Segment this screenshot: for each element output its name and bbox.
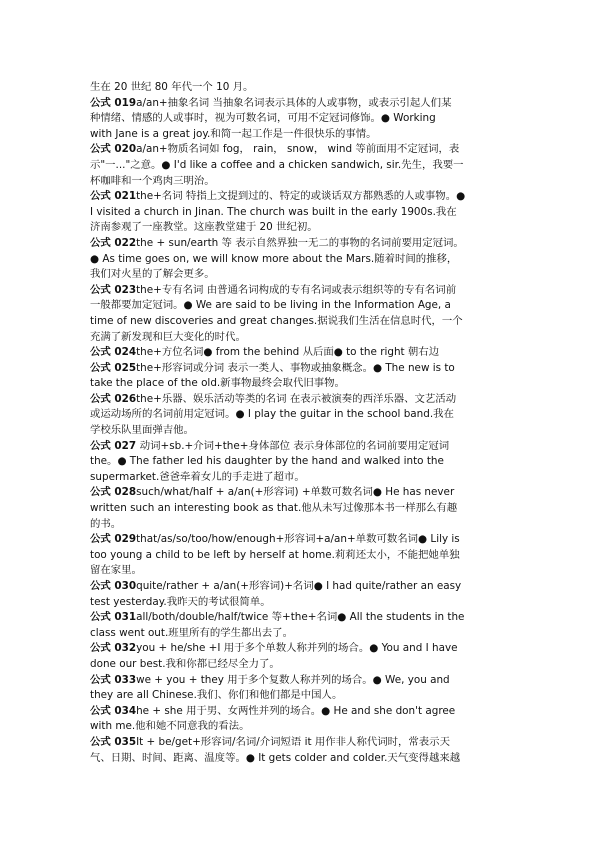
line-text: a/an+抽象名词 当抽象名词表示具体的人或事物，或表示引起人们某 <box>136 96 452 109</box>
line-text: 示"一..."之意。● I'd like a coffee and a chicken sandwich, sir.先生，我要一 <box>90 158 464 171</box>
line-text: 生在 20 世纪 80 年代一个 10 月。 <box>90 81 254 93</box>
line-text: the + sun/earth 等 表示自然界独一无二的事物的名词前要用定冠词。 <box>136 236 464 249</box>
text-line <box>90 688 505 704</box>
line-text: time of new discoveries and great changes.据说我们生活在信息时代，一个 <box>90 314 463 327</box>
text-line <box>90 595 505 611</box>
formula-number: 公式 031 <box>90 611 137 624</box>
text-line <box>90 657 505 673</box>
text-line <box>90 267 505 283</box>
formula-number: 公式 022 <box>90 236 137 249</box>
formula-number: 公式 029 <box>90 533 137 546</box>
text-line <box>90 610 505 626</box>
text-line <box>90 579 505 595</box>
line-text: the。● The father led his daughter by the hand and walked into the <box>90 455 444 468</box>
text-line <box>90 111 505 127</box>
line-text: done our best.我和你都已经尽全力了。 <box>90 657 280 670</box>
line-text: 或运动场所的名词前用定冠词。● I play the guitar in the school band.我在 <box>90 408 454 421</box>
text-line <box>90 751 505 767</box>
formula-number: 公式 026 <box>90 392 137 405</box>
text-line <box>90 704 505 720</box>
text-line <box>90 485 505 501</box>
line-text: too young a child to be left by herself at home.莉莉还太小，不能把她单独 <box>90 548 460 561</box>
text-line <box>90 673 505 689</box>
line-text: the+名词 特指上文提到过的、特定的或谈话双方都熟悉的人或事物。● <box>136 190 466 203</box>
text-line <box>90 236 505 252</box>
text-line <box>90 423 505 439</box>
text-line <box>90 174 505 190</box>
line-text: I visited a church in Jinan. The church was built in the early 1900s.我在 <box>90 205 457 218</box>
line-text: 动词+sb.+介词+the+身体部位 表示身体部位的名词前要用定冠词 <box>139 439 450 452</box>
line-text: they are all Chinese.我们、你们和他们都是中国人。 <box>90 689 343 702</box>
text-line <box>90 142 505 158</box>
formula-number: 公式 032 <box>90 642 137 655</box>
text-line <box>90 454 505 470</box>
line-text: 学校乐队里面弹吉他。 <box>90 424 194 437</box>
text-line <box>90 80 505 96</box>
line-text: he + she 用于男、女两性并列的场合。● He and she don't agree <box>136 704 456 717</box>
text-line <box>90 376 505 392</box>
line-text: you + he/she +I 用于多个单数人称并列的场合。● You and I have <box>136 642 458 655</box>
formula-number: 公式 021 <box>90 190 137 203</box>
text-line <box>90 392 505 408</box>
text-line <box>90 719 505 735</box>
formula-number: 公式 028 <box>90 486 137 499</box>
document-body <box>90 80 505 766</box>
formula-number: 公式 027 <box>90 439 140 452</box>
text-line <box>90 189 505 205</box>
line-text: 充满了新发现和巨大变化的时代。 <box>90 330 246 343</box>
line-text: class went out.班里所有的学生都出去了。 <box>90 626 293 639</box>
line-text: test yesterday.我昨天的考试很简单。 <box>90 595 271 608</box>
line-text: the+乐器、娱乐活动等类的名词 在表示被演奏的西洋乐器、文艺活动 <box>136 392 457 405</box>
text-line <box>90 314 505 330</box>
text-line <box>90 439 505 455</box>
formula-number: 公式 024 <box>90 346 137 359</box>
text-line <box>90 517 505 533</box>
line-text: with Jane is a great joy.和简一起工作是一件很快乐的事情。 <box>90 127 377 140</box>
line-text: It + be/get+形容词/名词/介词短语 it 用作非人称代词时，常表示天 <box>136 735 450 748</box>
formula-number: 公式 020 <box>90 143 137 156</box>
line-text: 一般都要加定冠词。● We are said to be living in the Information Age, a <box>90 299 451 312</box>
formula-number: 公式 033 <box>90 673 137 686</box>
line-text: 气、日期、时间、距离、温度等。● It gets colder and colder.天气变得越来越 <box>90 751 461 764</box>
text-line <box>90 532 505 548</box>
formula-number: 公式 019 <box>90 96 137 109</box>
line-text: the+专有名词 由普通名词构成的专有名词或表示组织等的专有名词前 <box>136 283 457 296</box>
text-line <box>90 205 505 221</box>
formula-number: 公式 030 <box>90 580 137 592</box>
line-text: 杯咖啡和一个鸡肉三明治。 <box>90 174 215 187</box>
text-line <box>90 127 505 143</box>
text-line <box>90 283 505 299</box>
text-line <box>90 298 505 314</box>
line-text: a/an+物质名词如 fog， rain， snow， wind 等前面用不定冠词，表 <box>136 143 460 156</box>
line-text: the+方位名词● from the behind 从后面● to the right 朝右边 <box>136 346 440 359</box>
text-line <box>90 361 505 377</box>
text-line <box>90 470 505 486</box>
line-text: all/both/double/half/twice 等+the+名词● All the students in the <box>136 611 465 624</box>
line-text: the+形容词或分词 表示一类人、事物或抽象概念。● The new is to <box>136 361 455 374</box>
formula-number: 公式 034 <box>90 704 137 717</box>
line-text: supermarket.爸爸牵着女儿的手走进了超市。 <box>90 470 305 483</box>
text-line <box>90 641 505 657</box>
line-text: 的书。 <box>90 517 122 530</box>
line-text: that/as/so/too/how/enough+形容词+a/an+单数可数名词● Lily is <box>136 533 460 546</box>
text-line <box>90 158 505 174</box>
line-text: quite/rather + a/an(+形容词)+名词● I had quite/rather an easy <box>136 580 462 592</box>
line-text: written such an interesting book as that.他从未写过像那本书一样那么有趣 <box>90 502 458 515</box>
text-line <box>90 407 505 423</box>
text-line <box>90 735 505 751</box>
text-line <box>90 626 505 642</box>
text-line <box>90 220 505 236</box>
text-line <box>90 548 505 564</box>
line-text: 我们对火星的了解会更多。 <box>90 268 215 281</box>
line-text: take the place of the old.新事物最终会取代旧事物。 <box>90 377 345 390</box>
line-text: ● As time goes on, we will know more about the Mars.随着时间的推移， <box>90 252 458 265</box>
line-text: 留在家里。 <box>90 564 142 577</box>
line-text: we + you + they 用于多个复数人称并列的场合。● We, you and <box>136 673 450 686</box>
text-line <box>90 501 505 517</box>
line-text: 种情绪、情感的人或事时，视为可数名词，可用不定冠词修饰。● Working <box>90 112 436 125</box>
line-text: with me.他和她不同意我的看法。 <box>90 720 250 733</box>
formula-number: 公式 025 <box>90 361 137 374</box>
text-line <box>90 252 505 268</box>
text-line <box>90 345 505 361</box>
line-text: 济南参观了一座教堂。这座教堂建于 20 世纪初。 <box>90 221 318 234</box>
text-line <box>90 563 505 579</box>
formula-number: 公式 023 <box>90 283 137 296</box>
text-line <box>90 330 505 346</box>
text-line <box>90 96 505 112</box>
line-text: such/what/half + a/an(+形容词) +单数可数名词● He has never <box>136 486 455 499</box>
formula-number: 公式 035 <box>90 735 137 748</box>
